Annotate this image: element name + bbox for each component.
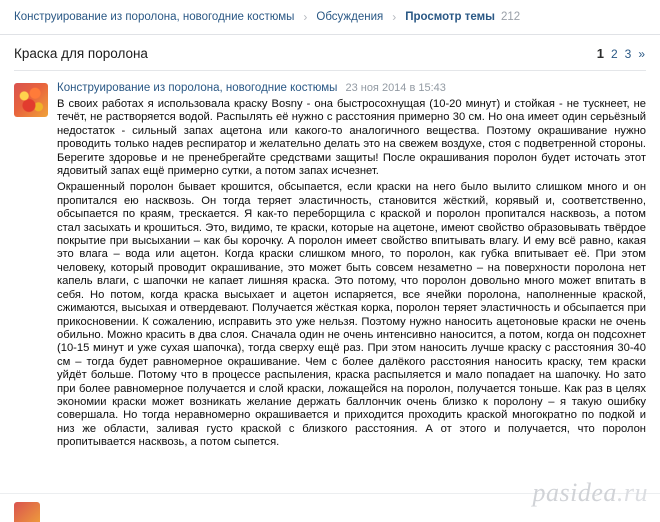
page-2-button[interactable]: 2 bbox=[610, 46, 618, 61]
breadcrumb-item-group[interactable]: Конструирование из поролона, новогодние костюмы bbox=[14, 11, 295, 23]
breadcrumb-item-discussions[interactable]: Обсуждения bbox=[316, 11, 384, 23]
page-title: Краска для поролона bbox=[14, 45, 148, 61]
divider bbox=[14, 70, 646, 71]
watermark-text: pasidea bbox=[532, 478, 617, 507]
post-paragraph: Окрашенный поролон бывает крошится, обсыпается, если краски на него было вылито слишком много и он пропитался ею насквозь. Он тогда теряет эластичность, становится жёсткий, корявый и, соответственно, обсыпается по краям, трескается. Я как-то переборщила с краской и поролон пропитался насквозь, а потом стал засыхать и крошиться. Это, видимо, те краски, которые на ацетоне, имеют свойство образовывать твёрдое покрытие при высыхании – как бы корочку. А поролон имеет свойство впитывать влагу. И ему всё равно, какая это влага – вода или ацетон. Когда краски слишком много, то поролон, как губка впитывает её. При этом человеку, который проводит окрашивание, это может быть совсем незаметно – на поверхности поролона нет капель влаги, с шапочки не капает лишняя краска. Это потому, что поролон довольно много может впитать в себя. Но потом, когда краска высыхает и ацетон испаряется, все ячейки поролона, наполненные краской, сжимаются, высыхая и отвердевают. Получается жёсткая корка, поролон теряет эластичность и обсыпается при прикосновении. К сожалению, исправить это уже нельзя. Поэтому нужно наносить ацетоновые краски не очень обильно. Можно красить в два слоя. Сначала один не очень интенсивно наносится, а потом, когда он подсохнет (10-15 минут и уже сухая шапочка), тогда сверху ещё раз. При этом наносить лучше краску с расстояния 30-40 см – тогда будет равномерное окрашивание. Чем с более далёкого расстояния наносить краску, тем краски уйдёт больше. Потому что в процессе распыления, краска распыляется и мало попадает на шапочку. Но зато при более равномерное получается и слой краски, ложащейся на поролон, получается тоньше. Как раз в целях экономии краски может возникать желание держать баллончик очень близко к поролону – я такую ошибку совершала. Но тогда неравномерно окрашивается и приходится проходить краской многократно по подкой и низ же области, заливая густо краской с близкого расстояния. А от этого и получается, что поролон пропитывается насквозь, а потом сыпется. bbox=[57, 181, 646, 449]
topic-header bbox=[0, 35, 660, 71]
breadcrumb-count: 212 bbox=[500, 11, 521, 23]
post-date[interactable]: 23 ноя 2014 в 15:43 bbox=[345, 82, 446, 94]
pagination bbox=[596, 46, 646, 61]
breadcrumb-separator-icon: › bbox=[303, 10, 308, 24]
post-text bbox=[57, 98, 646, 450]
post-header bbox=[57, 81, 646, 95]
breadcrumb-item-topic-view[interactable]: Просмотр темы bbox=[405, 11, 495, 23]
page-3-button[interactable]: 3 bbox=[624, 46, 632, 61]
watermark bbox=[532, 478, 648, 508]
avatar[interactable] bbox=[14, 83, 48, 117]
post bbox=[0, 71, 660, 453]
next-page-button[interactable]: » bbox=[638, 46, 645, 61]
breadcrumb bbox=[0, 0, 660, 35]
watermark-suffix: .ru bbox=[616, 478, 648, 507]
post-author-link[interactable]: Конструирование из поролона, новогодние костюмы bbox=[57, 82, 338, 94]
next-post-avatar[interactable] bbox=[14, 502, 40, 522]
post-body bbox=[57, 81, 646, 453]
breadcrumb-separator-icon: › bbox=[392, 10, 397, 24]
page-1-button[interactable]: 1 bbox=[596, 45, 604, 61]
post-paragraph: В своих работах я использовала краску Bosny - она быстросохнущая (10-20 минут) и стойкая - не тускнеет, не течёт, не растворяется водой. Распылять её нужно с расстояния примерно 30 см. Но она имеет один серьёзный недостаток - сильный запах ацетона или какого-то аналогичного вещества. Поэтому окрашивание нужно проводить только надев респиратор и желательно делать это на свежем воздухе, стоя с подветренной стороны. Берегите здоровье и не пренебрегайте средствами защиты! После окрашивания поролон будет источать этот ядовитый запах ещё примерно сутки, а потом запах исчезнет. bbox=[57, 98, 646, 178]
